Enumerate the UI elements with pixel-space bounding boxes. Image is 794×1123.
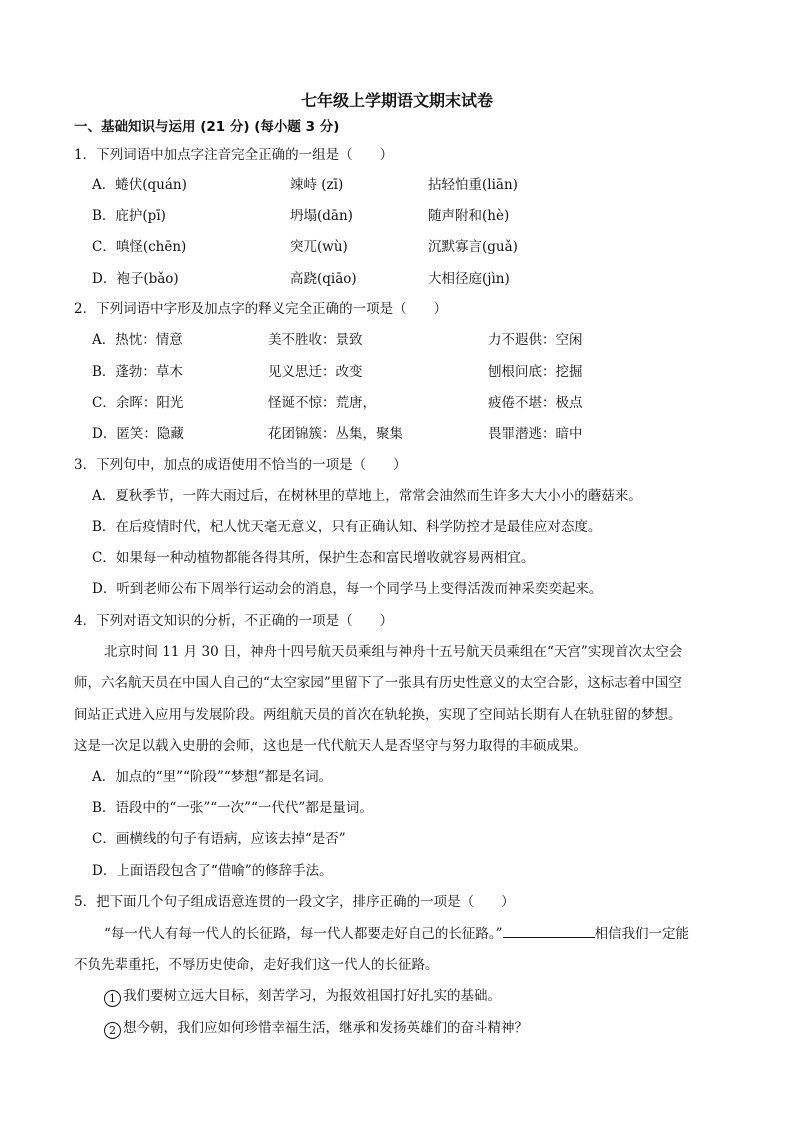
q2-option-d-2: 花团锦簇：丛集，聚集 bbox=[268, 426, 403, 442]
q5-intro-line-2: 不负先辈重托，不辱历史使命，走好我们这一代人的长征路。 bbox=[74, 957, 439, 973]
q1-option-a-1: A．蜷伏(quán) bbox=[92, 177, 187, 193]
q5-intro-line-1 bbox=[104, 925, 689, 943]
answer-blank bbox=[503, 925, 595, 938]
circled-number-2: 2 bbox=[104, 1022, 121, 1039]
q5-sentence-2 bbox=[104, 1019, 528, 1039]
q1-option-a-2: 竦峙 (zī) bbox=[290, 177, 344, 193]
q4-option-a: A．加点的“里”“阶段”“梦想”都是名词。 bbox=[92, 769, 333, 785]
q1-option-d-2: 高跷(qiāo) bbox=[290, 271, 357, 287]
q2-option-c-3: 疲倦不堪：极点 bbox=[488, 395, 583, 411]
q4-option-c: C．画横线的句子有语病，应该去掉“是否” bbox=[92, 831, 346, 847]
q3-option-d: D．听到老师公布下周举行运动会的消息，每一个同学马上变得活泼而神采奕奕起来。 bbox=[92, 581, 603, 597]
q2-option-d-1: D．匿笑：隐藏 bbox=[92, 426, 184, 442]
q3-option-a: A．夏秋季节，一阵大雨过后，在树林里的草地上，常常会油然而生许多大大小小的蘑菇来。 bbox=[92, 488, 642, 504]
q4-passage-line-2: 师，六名航天员在中国人自己的“太空家园”里留下了一张具有历史性意义的太空合影，这标志着中国空 bbox=[74, 675, 682, 691]
page-title: 七年级上学期语文期末试卷 bbox=[300, 91, 493, 110]
q3-option-c: C．如果每一种动植物都能各得其所，保护生态和富民增收就容易两相宜。 bbox=[92, 550, 535, 566]
q1-option-d-1: D．袍子(bǎo) bbox=[92, 271, 179, 287]
q1-option-c-3: 沉默寡言(guǎ) bbox=[428, 239, 518, 255]
question-5-stem: 5．把下面几个句子组成语意连贯的一段文字，排序正确的一项是（ ） bbox=[74, 894, 515, 910]
q4-passage-line-4: 这是一次足以载入史册的会师，这也是一代代航天人是否坚守与努力取得的丰硕成果。 bbox=[74, 738, 587, 754]
question-3-stem: 3．下列句中，加点的成语使用不恰当的一项是（ ） bbox=[74, 457, 407, 473]
q2-option-a-2: 美不胜收：景致 bbox=[268, 332, 363, 348]
q1-option-c-1: C．嗔怪(chēn) bbox=[92, 239, 187, 255]
q2-option-d-3: 畏罪潜逃：暗中 bbox=[488, 426, 583, 442]
q1-option-c-2: 突兀(wù) bbox=[290, 239, 348, 255]
q2-option-c-1: C．余晖：阳光 bbox=[92, 395, 184, 411]
q1-option-b-3: 随声附和(hè) bbox=[428, 208, 510, 224]
circled-number-1: 1 bbox=[104, 990, 121, 1007]
q2-option-b-3: 刨根问底：挖掘 bbox=[488, 364, 583, 380]
q5-sentence-1-text: 我们要树立远大目标，刻苦学习，为报效祖国打好扎实的基础。 bbox=[123, 988, 501, 1004]
q3-option-b: B．在后疫情时代，杞人忧天毫无意义，只有正确认知、科学防控才是最佳应对态度。 bbox=[92, 519, 602, 535]
q1-option-b-2: 坍塌(dān) bbox=[290, 208, 353, 224]
q2-option-b-1: B．蓬勃：草木 bbox=[92, 364, 183, 380]
q2-option-a-3: 力不遐供：空闲 bbox=[488, 332, 583, 348]
q1-option-d-3: 大相径庭(jìn) bbox=[428, 271, 510, 287]
q4-passage-line-1: 北京时间 11 月 30 日，神舟十四号航天员乘组与神舟十五号航天员乘组在“天宫”实现首次太空会 bbox=[104, 644, 683, 660]
q5-intro-text-b: 相信我们一定能 bbox=[594, 926, 690, 942]
question-2-stem: 2．下列词语中字形及加点字的释义完全正确的一项是（ ） bbox=[74, 301, 448, 317]
q5-sentence-2-text: 想今朝，我们应如何珍惜幸福生活，继承和发扬英雄们的奋斗精神？ bbox=[123, 1020, 528, 1036]
q5-intro-text-a: “每一代人有每一代人的长征路，每一代人都要走好自己的长征路。” bbox=[104, 926, 503, 942]
section-heading: 一、基础知识与运用 (21 分) (每小题 3 分) bbox=[74, 119, 340, 135]
q1-option-a-3: 拈轻怕重(liān) bbox=[428, 177, 518, 193]
q4-option-b: B．语段中的“一张”“一次”“一代代”都是量词。 bbox=[92, 800, 373, 816]
q2-option-a-1: A．热忱：情意 bbox=[92, 332, 183, 348]
q2-option-b-2: 见义思迁：改变 bbox=[268, 364, 363, 380]
q5-sentence-1 bbox=[104, 987, 501, 1007]
q4-passage-line-3: 间站正式进入应用与发展阶段。两组航天员的首次在轨轮换，实现了空间站长期有人在轨驻留的梦想。 bbox=[74, 707, 682, 723]
question-4-stem: 4．下列对语文知识的分析，不正确的一项是（ ） bbox=[74, 613, 394, 629]
q4-option-d: D．上面语段包含了“借喻”的修辞手法。 bbox=[92, 863, 333, 879]
q1-option-b-1: B．庇护(pī) bbox=[92, 208, 166, 224]
q2-option-c-2: 怪诞不惊：荒唐， bbox=[268, 395, 376, 411]
question-1-stem: 1．下列词语中加点字注音完全正确的一组是（ ） bbox=[74, 147, 394, 163]
